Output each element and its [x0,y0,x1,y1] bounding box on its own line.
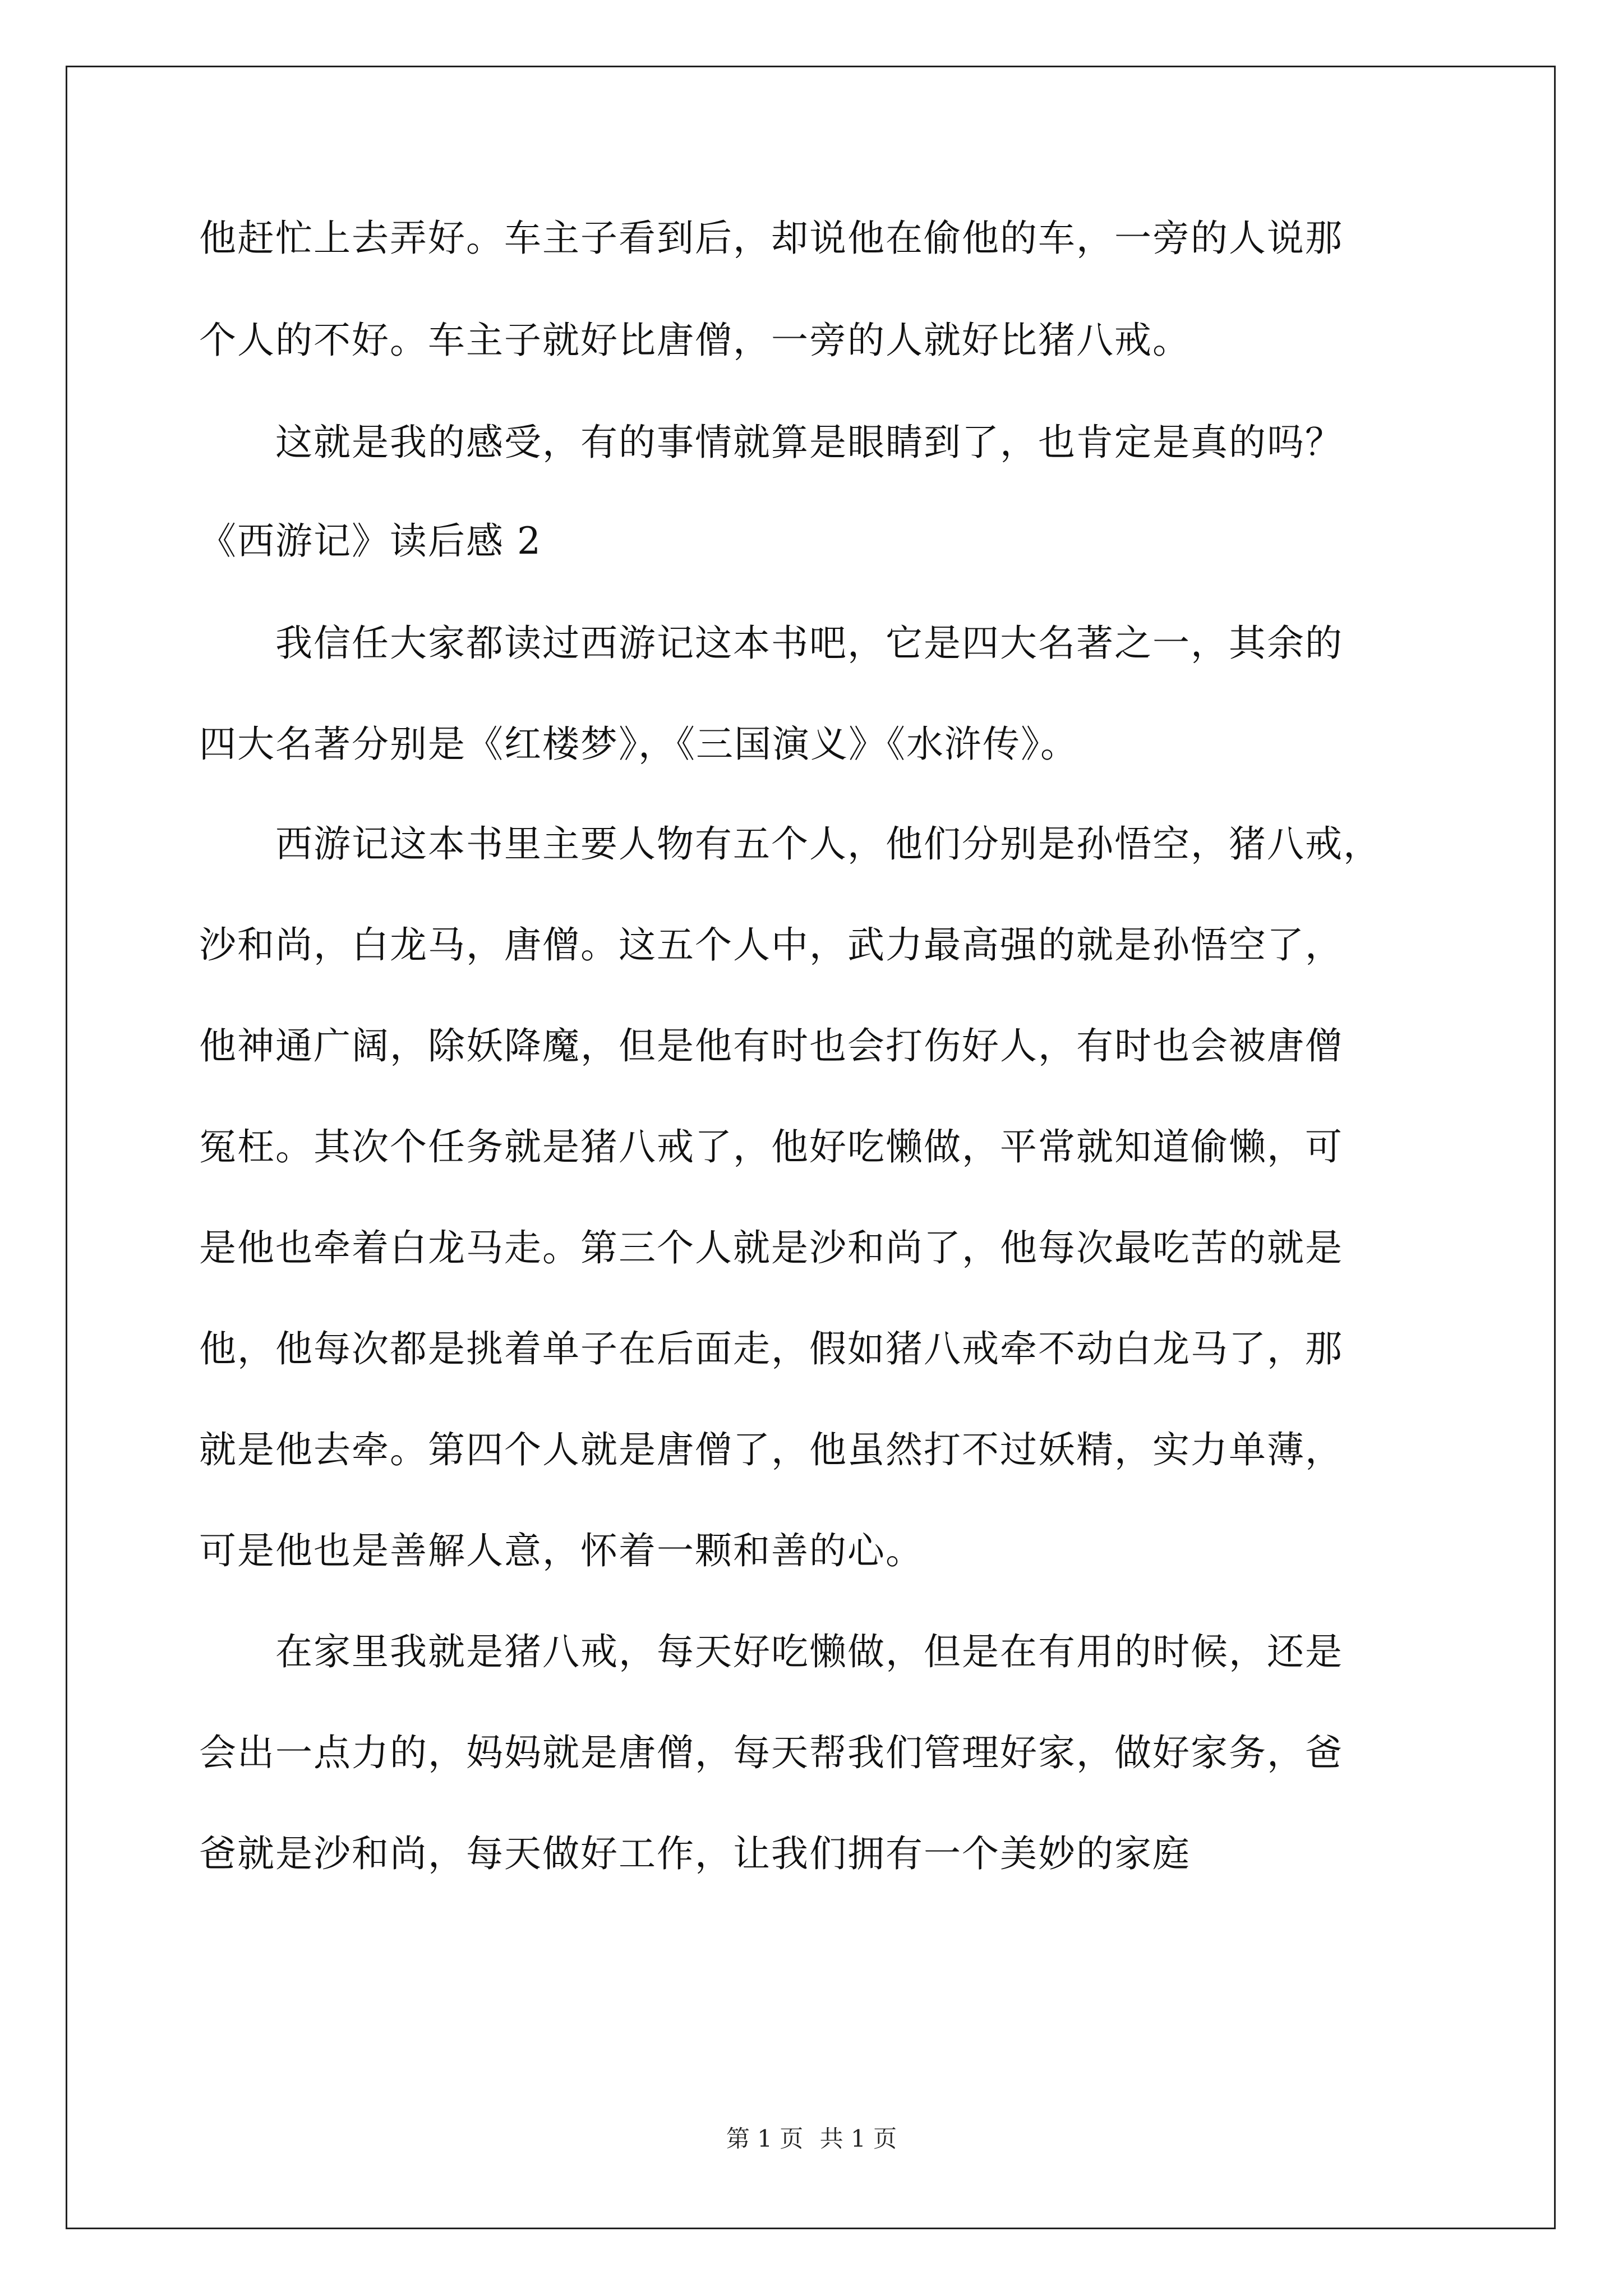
text-line: 这就是我的感受，有的事情就算是眼睛到了，也肯定是真的吗？ [199,421,1343,464]
text-line: 他赶忙上去弄好。车主子看到后，却说他在偷他的车，一旁的人说那 [199,217,1343,260]
text-line: 个人的不好。车主子就好比唐僧，一旁的人就好比猪八戒。 [199,319,1191,362]
text-line: 西游记这本书里主要人物有五个人，他们分别是孙悟空，猪八戒， [199,822,1381,866]
page-footer [0,2125,1623,2153]
text-line: 是他也牵着白龙马走。第三个人就是沙和尚了，他每次最吃苦的就是 [199,1226,1343,1269]
text-line: 在家里我就是猪八戒，每天好吃懒做，但是在有用的时候，还是 [199,1630,1343,1673]
page-number: 第 1 页 [726,2125,804,2152]
text-line: 会出一点力的，妈妈就是唐僧，每天帮我们管理好家，做好家务，爸 [199,1731,1343,1774]
text-line: 沙和尚，白龙马，唐僧。这五个人中，武力最高强的就是孙悟空了， [199,923,1343,967]
text-line: 爸就是沙和尚，每天做好工作，让我们拥有一个美妙的家庭 [199,1832,1191,1875]
page-total: 共 1 页 [819,2125,897,2152]
text-line: 四大名著分别是《红楼梦》，《三国演义》《水浒传》。 [199,723,1078,766]
section-heading: 《西游记》读后感 2 [199,519,542,563]
text-line: 可是他也是善解人意，怀着一颗和善的心。 [199,1529,924,1572]
text-line: 我信任大家都读过西游记这本书吧，它是四大名著之一，其余的 [199,622,1343,665]
text-line: 他，他每次都是挑着单子在后面走，假如猪八戒牵不动白龙马了，那 [199,1327,1343,1370]
text-line: 就是他去牵。第四个人就是唐僧了，他虽然打不过妖精，实力单薄， [199,1428,1343,1471]
text-line: 冤枉。其次个任务就是猪八戒了，他好吃懒做，平常就知道偷懒，可 [199,1125,1343,1168]
text-line: 他神通广阔，除妖降魔，但是他有时也会打伤好人，有时也会被唐僧 [199,1024,1343,1068]
